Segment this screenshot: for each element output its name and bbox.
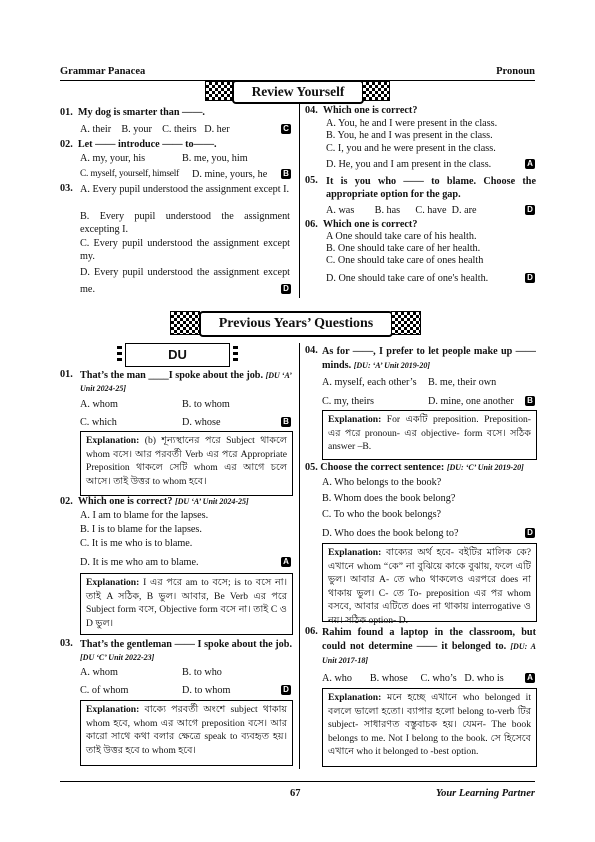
review-q2-options-2: B. me, you, him — [182, 153, 248, 164]
checker-decoration-left — [205, 81, 233, 101]
review-q4-d: D. He, you and I am present in the class. — [326, 159, 492, 170]
column-divider — [299, 102, 300, 298]
explanation-box: Explanation: For একটি preposition. Preposition-এর পরে pronoun- এর objective- form বসে। সঠিক answer –B. — [322, 410, 537, 460]
review-q3-a: A. Every pupil understood the assignment except I. — [80, 184, 290, 195]
pyq-q6: Rahim found a laptop in the classroom, but could not determine —— it belonged to. [DU: A Unit 2017-18] — [322, 627, 536, 665]
review-q6-d: D. One should take care of one's health. — [326, 273, 489, 284]
review-q5-options: A. was B. has C. have D. are — [326, 205, 477, 216]
answer-badge: A — [281, 557, 291, 567]
answer-badge: D — [525, 528, 535, 538]
pyq-q6-num: 06. — [305, 626, 318, 637]
review-q4-c: C. I, you and he were present in the class. — [326, 143, 496, 154]
explanation-box: Explanation: I এর পরে am to বসে; is to বসে না। তাই A সঠিক, B ভুল। আবার, Be Verb এর পরে Subject form বসে, Objective form বসে না। তাই C ও D ভুল। — [80, 573, 293, 635]
explanation-box: Explanation: বাক্যে পরবর্তী অংশে subject থাকায় whom হবে, whom এর আগে preposition বসে। আর কারো সাথে কথা বলার ক্ষেত্রে speak to ব্যবহৃত হয়। তাই উত্তর হবে to whom হবে। — [80, 700, 293, 766]
pyq-q5-b: B. Whom does the book belong? — [322, 493, 456, 504]
review-q6-a: A One should take care of his health. — [326, 231, 477, 242]
review-q6-b: B. One should take care of her health. — [326, 243, 481, 254]
pyq-q6-options: A. who B. whose C. who’s D. who is — [322, 673, 504, 684]
review-q3-d: D. Every pupil understood the assignment except me. — [80, 267, 290, 295]
footer-tagline: Your Learning Partner — [435, 788, 535, 799]
review-q2-options-1: A. my, your, his — [80, 153, 146, 164]
review-q2-options-4: D. mine, yours, he — [192, 169, 268, 180]
explanation-box: Explanation: বাক্যের অর্থ হবে- বইটির মালিক কে? এখানে whom “কে” না বুঝিয়ে কাকে বুঝায়, ফলে এটি ভুল। আবার A- তে who থাকলেও এরপরে does না থাকায় ভুল। C- তে To- preposition এর পর whom বসবে, আবার এটিতে does না থাকায় interrogative ও নয়। সঠিক option- D. — [322, 543, 537, 622]
answer-badge: D — [281, 685, 291, 695]
pyq-q1-b: B. to whom — [182, 399, 230, 410]
checker-decoration-right — [391, 311, 421, 335]
answer-badge: A — [525, 159, 535, 169]
checker-decoration-left — [170, 311, 200, 335]
pyq-q4-b: B. me, their own — [428, 377, 497, 388]
review-q3-c: C. Every pupil understood the assignment except my. — [80, 238, 290, 262]
pyq-q3-c: C. of whom — [80, 685, 129, 696]
pyq-q3-b: B. to who — [182, 667, 222, 678]
pyq-banner: Previous Years’ Questions — [199, 311, 393, 337]
answer-badge: D — [281, 284, 291, 294]
review-banner: Review Yourself — [232, 80, 364, 104]
pyq-q3-num: 03. — [60, 638, 73, 649]
answer-badge: B — [281, 417, 291, 427]
book-title: Grammar Panacea — [60, 66, 146, 77]
answer-badge: A — [525, 673, 535, 683]
chapter-title: Pronoun — [496, 66, 535, 77]
pyq-q3-a: A. whom — [80, 667, 118, 678]
pyq-q4-num: 04. — [305, 345, 318, 356]
explanation-box: Explanation: (b) শূন্যস্থানের পরে Subject থাকলে whom বসে। আর পরবর্তী Verb এর পরে Appropriate Preposition থাকলে সেটি whom এর আগে চলে আসে। তাই উত্তর to whom হবে। — [80, 431, 293, 496]
pyq-q3-d: D. to whom — [182, 685, 231, 696]
pyq-q2-d: D. It is me who am to blame. — [80, 557, 199, 568]
review-q6-c: C. One should take care of ones health — [326, 255, 484, 266]
review-q4-a: A. You, he and I were present in the class. — [326, 118, 498, 129]
page-number: 67 — [290, 788, 301, 799]
answer-badge: D — [525, 205, 535, 215]
pyq-q2: 02. Which one is correct? [DU ‘A’ Unit 2024-25] — [60, 496, 249, 507]
column-divider — [299, 343, 300, 769]
pyq-q5: 05. Choose the correct sentence: [DU: ‘C’ Unit 2019-20] — [305, 462, 524, 473]
answer-badge: B — [281, 169, 291, 179]
pyq-q4-c: C. my, theirs — [322, 396, 374, 407]
pyq-q4: As for ——, I prefer to let people make up —— minds. [DU: ‘A’ Unit 2019-20] — [322, 346, 536, 371]
pyq-q1-d: D. whose — [182, 417, 221, 428]
review-q3-b: B. Every pupil understood the assignment excepting I. — [80, 211, 290, 235]
pyq-q2-b: B. I is to blame for the lapses. — [80, 524, 202, 535]
pyq-q5-c: C. To who the book belongs? — [322, 509, 442, 520]
review-q4: 04. Which one is correct? — [305, 105, 418, 116]
review-q2-options-3: C. myself, yourself, himself — [80, 169, 180, 179]
answer-badge: D — [525, 273, 535, 283]
pyq-q2-a: A. I am to blame for the lapses. — [80, 510, 209, 521]
pyq-q1: That’s the man ____I spoke about the job. [DU ‘A’ Unit 2024-25] — [80, 370, 292, 393]
review-q6: 06. Which one is correct? — [305, 219, 418, 230]
review-q2: 02. Let —— introduce —— to——. — [60, 139, 217, 150]
review-q1-options: A. their B. your C. theirs D. her — [80, 124, 230, 135]
review-q3: 03. — [60, 183, 73, 194]
answer-badge: C — [281, 124, 291, 134]
pyq-q1-num: 01. — [60, 369, 73, 380]
review-q4-b: B. You, he and I was present in the class. — [326, 130, 493, 141]
pyq-q1-a: A. whom — [80, 399, 118, 410]
pyq-q5-a: A. Who belongs to the book? — [322, 477, 442, 488]
checker-decoration-right — [362, 81, 390, 101]
page-header — [60, 66, 535, 78]
answer-badge: B — [525, 396, 535, 406]
section-label-du: DU — [125, 343, 230, 367]
pyq-q4-a: A. myself, each other’s — [322, 377, 417, 388]
pyq-q2-c: C. It is me who is to blame. — [80, 538, 193, 549]
pyq-q5-d: D. Who does the book belong to? — [322, 528, 459, 539]
explanation-box: Explanation: মনে হচ্ছে এখানে who belonged it বললে ভালো হতো। ব্যাপার হলো belong to-verb টির subject- সাধারণত বস্তুবাচক হয়। যেমন- The book belongs to me. Not I belong to the book. সে হিসেবে এখানে who it belonged to -best option. — [322, 688, 537, 767]
pyq-q4-d: D. mine, one another — [428, 396, 514, 407]
pyq-q3: That’s the gentleman —— I spoke about the job. [DU ‘C’ Unit 2022-23] — [80, 639, 292, 662]
review-q1: 01. My dog is smarter than ——. — [60, 107, 205, 118]
review-q5-num: 05. — [305, 175, 318, 186]
review-q5: It is you who —— to blame. Choose the appropriate option for the gap. — [326, 176, 536, 200]
pyq-q1-c: C. which — [80, 417, 117, 428]
footer-rule — [60, 781, 535, 782]
